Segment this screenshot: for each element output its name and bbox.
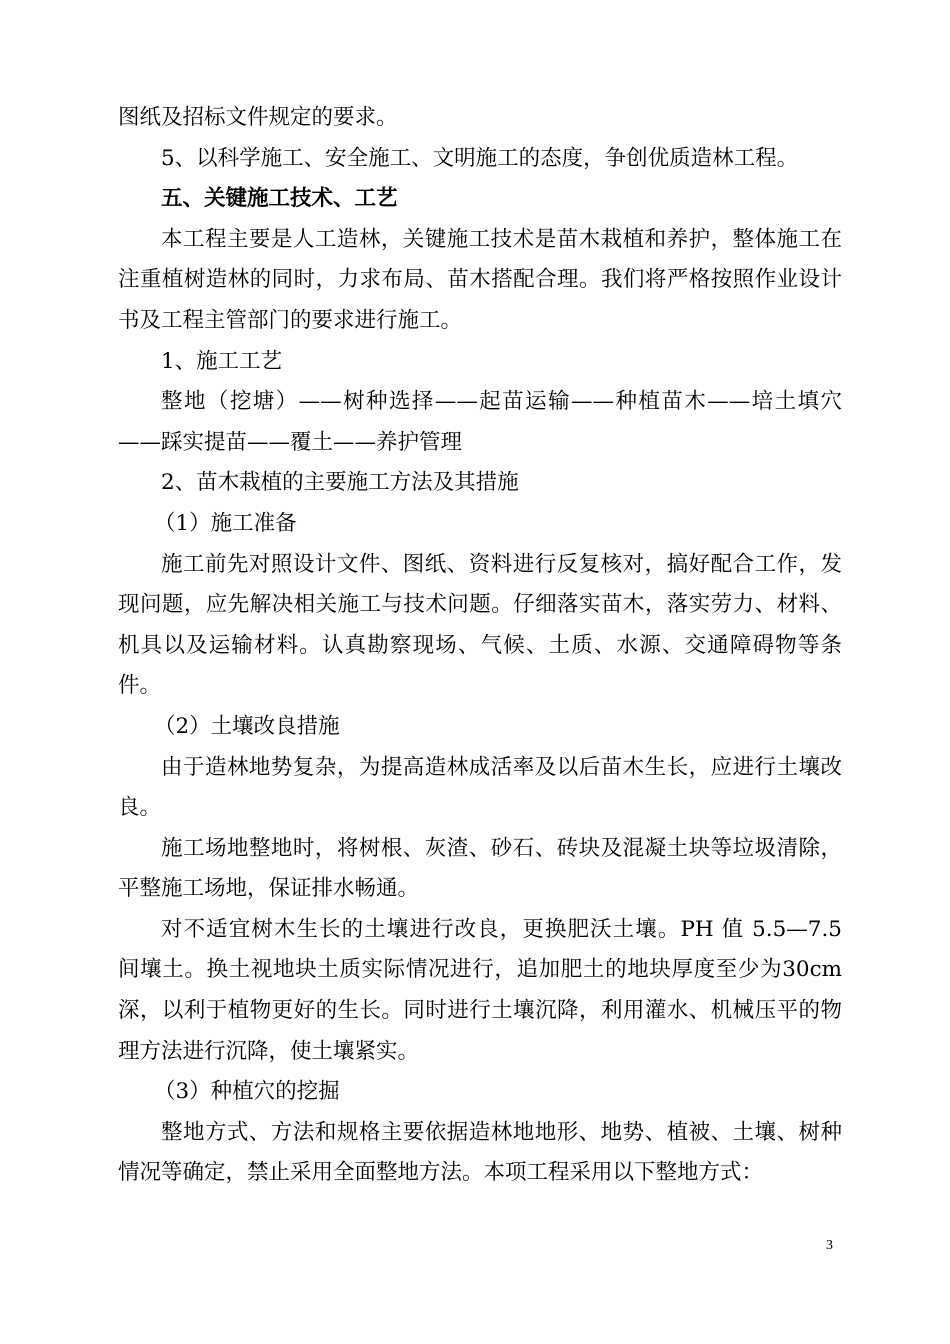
subheading-preparation: （1）施工准备: [154, 510, 297, 536]
subheading-soil-improvement: （2）土壤改良措施: [154, 713, 340, 739]
paragraph-overview: 本工程主要是人工造林，关键施工技术是苗木栽植和养护，整体施工在注重植树造林的同时，力求布局、苗木搭配合理。我们将严格按照作业设计书及工程主管部门的要求进行施工。: [118, 226, 842, 333]
subheading-process: 1、施工工艺: [161, 348, 283, 374]
paragraph-soil-replacement: 对不适宜树木生长的土壤进行改良，更换肥沃土壤。PH 值 5.5—7.5 间壤土。换土视地块土质实际情况进行，追加肥土的地块厚度至少为30cm深，以利于植物更好的生长。同时进行土壤沉降，利用灌水、机械压平的物理方法进行沉降，使土壤紧实。: [118, 916, 842, 1064]
paragraph-land-preparation: 整地方式、方法和规格主要依据造林地地形、地势、植被、土壤、树种情况等确定，禁止采用全面整地方法。本项工程采用以下整地方式：: [118, 1119, 842, 1186]
paragraph-preparation: 施工前先对照设计文件、图纸、资料进行反复核对，搞好配合工作，发现问题，应先解决相关施工与技术问题。仔细落实苗木，落实劳力、材料、机具以及运输材料。认真勘察现场、气候、土质、水源、交通障碍物等条件。: [118, 551, 842, 699]
paragraph-process-flow: 整地（挖塘）——树种选择——起苗运输——种植苗木——培土填穴——踩实提苗——覆土——养护管理: [118, 389, 842, 455]
page-number: 3: [826, 1238, 833, 1253]
subheading-methods: 2、苗木栽植的主要施工方法及其措施: [161, 470, 519, 496]
paragraph-item-5: 5、以科学施工、安全施工、文明施工的态度，争创优质造林工程。: [161, 145, 799, 171]
document-body: [118, 98, 842, 1194]
paragraph-continuation: 图纸及招标文件规定的要求。: [118, 105, 398, 130]
section-heading: 五、关键施工技术、工艺: [161, 186, 398, 212]
paragraph-soil-intro: 由于造林地势复杂，为提高造林成活率及以后苗木生长，应进行土壤改良。: [118, 754, 842, 821]
paragraph-site-clearing: 施工场地整地时，将树根、灰渣、砂石、砖块及混凝土块等垃圾清除，平整施工场地，保证排水畅通。: [118, 835, 842, 902]
subheading-planting-holes: （3）种植穴的挖掘: [154, 1079, 340, 1105]
